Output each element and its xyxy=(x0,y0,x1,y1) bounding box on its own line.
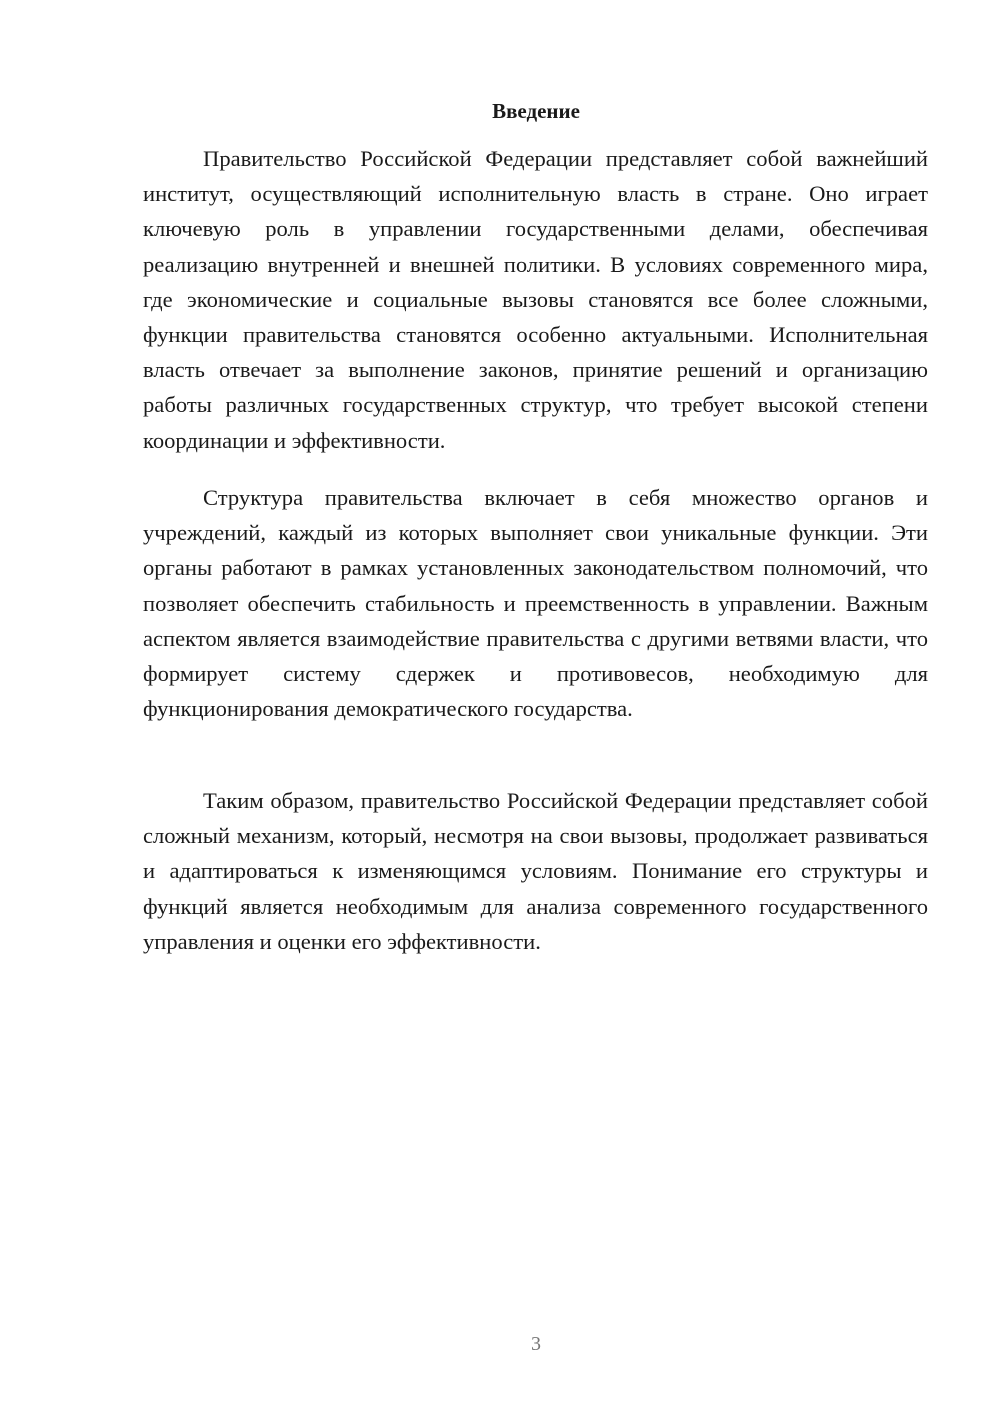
paragraph: Таким образом, правительство Российской Федерации представляет собой сложный механизм, который, несмотря на свои вызовы, продолжает развиваться и адаптироваться к изменяющимся условиям. Понимание его структуры и функций является необходимым для анализа современного государственного управления и оценки его эффективности. xyxy=(143,788,928,954)
paragraph-block-2 xyxy=(143,480,928,726)
paragraph: Структура правительства включает в себя множество органов и учреждений, каждый из которых выполняет свои уникальные функции. Эти органы работают в рамках установленных законодательством полномочий, что позволяет обеспечить стабильность и преемственность в управлении. Важным аспектом является взаимодействие правительства с другими ветвями власти, что формирует систему сдержек и противовесов, необходимую для функционирования демократического государства. xyxy=(143,485,928,722)
paragraph-block-3 xyxy=(143,783,928,959)
paragraph: Правительство Российской Федерации представляет собой важнейший институт, осуществляющий исполнительную власть в стране. Оно играет ключевую роль в управлении государственными делами, обеспечивая реализацию внутренней и внешней политики. В условиях современного мира, где экономические и социальные вызовы становятся все более сложными, функции правительства становятся особенно актуальными. Исполнительная власть отвечает за выполнение законов, принятие решений и организацию работы различных государственных структур, что требует высокой степени координации и эффективности. xyxy=(143,146,928,453)
page-number: 3 xyxy=(531,1333,541,1355)
section-title: Введение xyxy=(492,99,580,123)
paragraph-block-1 xyxy=(143,141,928,458)
